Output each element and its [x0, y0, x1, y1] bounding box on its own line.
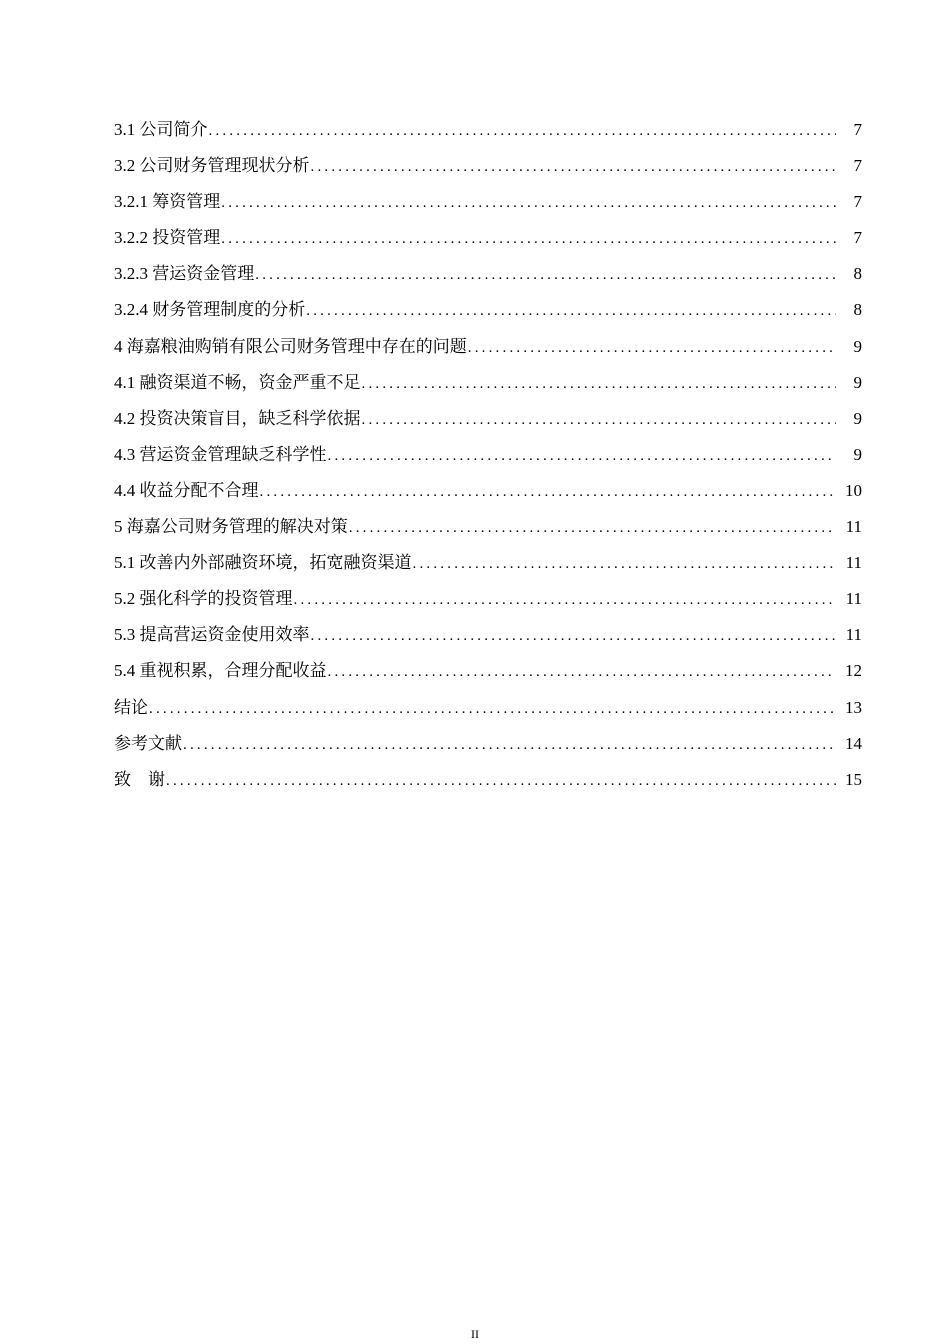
toc-entry[interactable]: [114, 479, 862, 515]
toc-entry-page: 8: [853, 264, 862, 284]
toc-leader-dots: [362, 372, 837, 396]
toc-entry[interactable]: [114, 298, 862, 334]
toc-leader-dots: [328, 444, 837, 468]
toc-entry[interactable]: [114, 335, 862, 371]
toc-leader-dots: [311, 624, 837, 648]
toc-leader-dots: [221, 191, 836, 215]
toc-leader-dots: [183, 733, 836, 757]
toc-entry-page: 9: [853, 444, 862, 464]
toc-entry[interactable]: [114, 768, 862, 804]
toc-entry-title: 3.2.3 营运资金管理: [114, 264, 255, 284]
toc-entry-title: 参考文献: [114, 733, 182, 753]
toc-entry-title: 3.2.1 筹资管理: [114, 192, 221, 212]
toc-entry-page: 7: [853, 156, 862, 176]
toc-entry-title: 4 海嘉粮油购销有限公司财务管理中存在的问题: [114, 336, 467, 356]
toc-entry-title: 4.1 融资渠道不畅，资金严重不足: [114, 372, 361, 392]
toc-entry-title: 3.2.2 投资管理: [114, 228, 221, 248]
toc-entry-title: 4.4 收益分配不合理: [114, 480, 259, 500]
toc-entry-page: 7: [853, 120, 862, 139]
toc-entry[interactable]: [114, 551, 862, 587]
toc-entry-title: 5.1 改善内外部融资环境，拓宽融资渠道: [114, 553, 412, 573]
toc-entry-title: 致 谢: [114, 769, 165, 789]
toc-leader-dots: [149, 697, 836, 721]
toc-entry[interactable]: [114, 587, 862, 623]
toc-entry-page: 11: [845, 625, 862, 645]
toc-entry-title: 5.2 强化科学的投资管理: [114, 589, 293, 609]
toc-entry-page: 14: [845, 733, 862, 753]
toc-entry-page: 7: [853, 228, 862, 248]
toc-entry[interactable]: [114, 659, 862, 695]
toc-entry[interactable]: [114, 154, 862, 190]
toc-entry-page: 11: [845, 553, 862, 573]
toc-leader-dots: [413, 552, 837, 576]
page-footer: [0, 1326, 950, 1342]
toc-entry-page: 11: [845, 589, 862, 609]
toc-entry[interactable]: [114, 226, 862, 262]
toc-leader-dots: [221, 227, 836, 251]
toc-entry-page: 9: [853, 336, 862, 356]
toc-entry[interactable]: [114, 443, 862, 479]
toc-entry[interactable]: [114, 371, 862, 407]
toc-entry-page: 13: [845, 697, 862, 717]
toc-entry-page: 8: [853, 300, 862, 320]
toc-entry[interactable]: [114, 118, 862, 154]
table-of-contents: [114, 118, 862, 804]
toc-entry-page: 7: [853, 192, 862, 212]
toc-entry[interactable]: [114, 696, 862, 732]
toc-entry-page: 10: [845, 480, 862, 500]
toc-leader-dots: [362, 408, 837, 432]
toc-entry[interactable]: [114, 515, 862, 551]
toc-entry-title: 5 海嘉公司财务管理的解决对策: [114, 517, 348, 537]
toc-leader-dots: [306, 299, 836, 323]
toc-entry-title: 5.3 提高营运资金使用效率: [114, 625, 310, 645]
toc-leader-dots: [255, 263, 836, 287]
toc-leader-dots: [166, 769, 836, 793]
toc-leader-dots: [294, 588, 837, 612]
toc-leader-dots: [311, 155, 837, 179]
toc-leader-dots: [209, 119, 837, 143]
toc-entry[interactable]: [114, 623, 862, 659]
toc-entry-title: 结论: [114, 697, 148, 717]
toc-entry-title: 4.2 投资决策盲目，缺乏科学依据: [114, 408, 361, 428]
toc-entry-page: 11: [845, 517, 862, 537]
page-number: II: [471, 1327, 479, 1341]
toc-leader-dots: [349, 516, 836, 540]
toc-entry-title: 5.4 重视积累，合理分配收益: [114, 661, 327, 681]
toc-entry[interactable]: [114, 407, 862, 443]
toc-entry-title: 3.2.4 财务管理制度的分析: [114, 300, 306, 320]
toc-entry-title: 3.2 公司财务管理现状分析: [114, 156, 310, 176]
toc-entry-page: 12: [845, 661, 862, 681]
toc-entry-title: 4.3 营运资金管理缺乏科学性: [114, 444, 327, 464]
toc-leader-dots: [328, 660, 837, 684]
toc-entry[interactable]: [114, 732, 862, 768]
toc-entry[interactable]: [114, 190, 862, 226]
toc-entry-title: 3.1 公司简介: [114, 120, 208, 139]
toc-entry-page: 15: [845, 769, 862, 789]
toc-leader-dots: [260, 480, 837, 504]
toc-entry-page: 9: [853, 408, 862, 428]
toc-entry-page: 9: [853, 372, 862, 392]
toc-leader-dots: [468, 336, 836, 360]
toc-entry[interactable]: [114, 262, 862, 298]
